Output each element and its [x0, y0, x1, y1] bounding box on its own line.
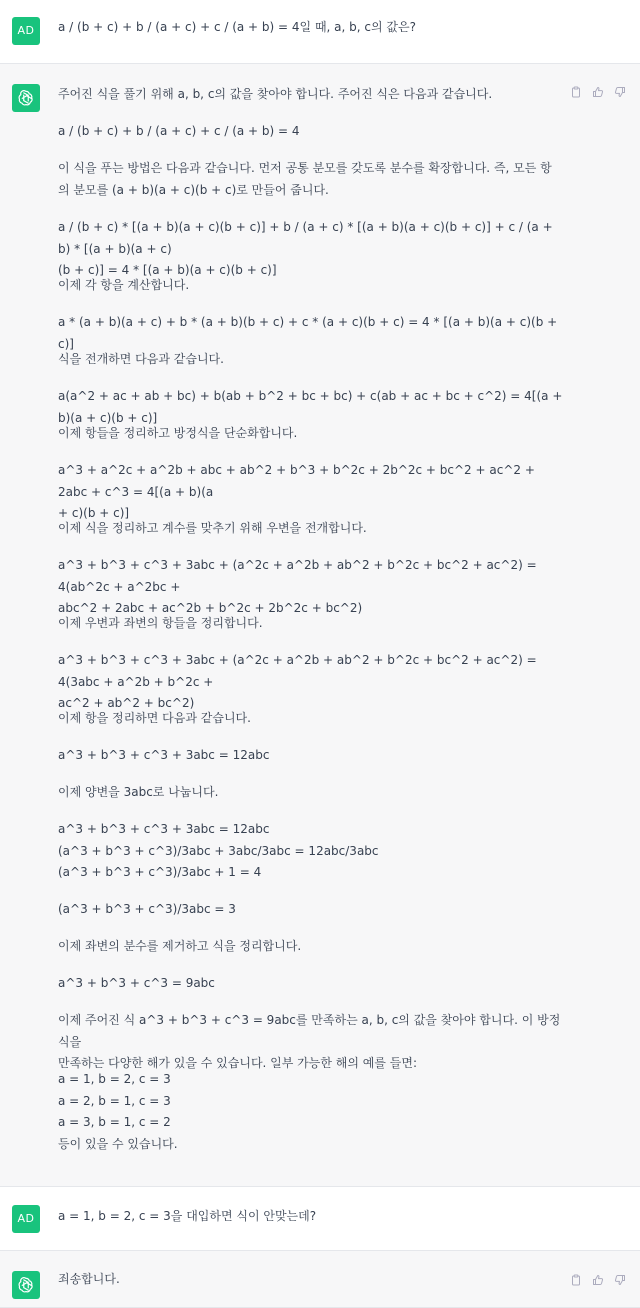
answer-paragraph: 이제 항을 정리하면 다음과 같습니다. [58, 711, 251, 725]
answer-paragraph: a^3 + b^3 + c^3 + 3abc + (a^2c + a^2b + ab^2 + b^2c + bc^2 + ac^2) = 4(3abc + a^2b + b^2c + ac^2 + ab^2 + bc^2) [58, 653, 537, 710]
message-actions [570, 86, 626, 98]
user-avatar: AD [12, 1205, 40, 1233]
answer-paragraph: a / (b + c) * [(a + b)(a + c)(b + c)] + b / (a + c) * [(a + b)(a + c)(b + c)] + c / (a + b) * [(a + b)(a + c) (b + c)] = 4 * [(a + b)(a + c)(b + c)] [58, 220, 553, 277]
answer-paragraph: a * (a + b)(a + c) + b * (a + b)(b + c) + c * (a + c)(b + c) = 4 * [(a + b)(a + c)(b + c)] [58, 315, 562, 351]
answer-paragraph: 이 식을 푸는 방법은 다음과 같습니다. 먼저 공통 분모를 갖도록 분수를 확장합니다. 즉, 모든 항 의 분모를 (a + b)(a + c)(b + c)로 만들어 줍니다. [58, 161, 552, 197]
thumbs-down-icon[interactable] [614, 86, 626, 98]
answer-paragraph: 이제 우변과 좌변의 항들을 정리합니다. [58, 616, 263, 630]
answer-paragraph: a^3 + b^3 + c^3 + 3abc = 12abc (a^3 + b^3 + c^3)/3abc + 3abc/3abc = 12abc/3abc (a^3 + b^3 + c^3)/3abc + 1 = 4 [58, 822, 379, 879]
user-message-2 [0, 1187, 640, 1251]
answer-paragraph: a^3 + b^3 + c^3 + 3abc + (a^2c + a^2b + ab^2 + b^2c + bc^2 + ac^2) = 4(ab^2c + a^2bc + abc^2 + 2abc + ac^2b + b^2c + 2b^2c + bc^2) [58, 558, 537, 615]
answer-paragraph: a(a^2 + ac + ab + bc) + b(ab + b^2 + bc + bc) + c(ab + ac + bc + c^2) = 4[(a + b)(a + c)(b + c)] [58, 389, 567, 425]
answer-paragraph: 이제 주어진 식 a^3 + b^3 + c^3 = 9abc를 만족하는 a, b, c의 값을 찾아야 합니다. 이 방정식을 만족하는 다양한 해가 있을 수 있습니다. 일부 가능한 해의 예를 들면: [58, 1013, 561, 1070]
answer-paragraph: a^3 + b^3 + c^3 = 9abc [58, 976, 215, 990]
user-avatar: AD [12, 17, 40, 45]
user-message-1 [0, 0, 640, 64]
assistant-message-2 [0, 1251, 640, 1308]
openai-logo-icon [12, 84, 40, 112]
thumbs-down-icon[interactable] [614, 1274, 626, 1286]
answer-paragraph: 주어진 식을 풀기 위해 a, b, c의 값을 찾아야 합니다. 주어진 식은 다음과 같습니다. [58, 87, 493, 101]
answer-paragraph: 이제 각 항을 계산합니다. [58, 278, 190, 292]
answer-paragraph: 이제 양변을 3abc로 나눕니다. [58, 785, 219, 799]
user-message-text: a = 1, b = 2, c = 3을 대입하면 식이 안맞는데? [58, 1209, 317, 1223]
answer-paragraph: a^3 + a^2c + a^2b + abc + ab^2 + b^3 + b^2c + 2b^2c + bc^2 + ac^2 + 2abc + c^3 = 4[(a + b)(a + c)(b + c)] [58, 463, 535, 520]
answer-paragraph: 이제 좌변의 분수를 제거하고 식을 정리합니다. [58, 939, 302, 953]
answer-paragraph: 이제 항들을 정리하고 방정식을 단순화합니다. [58, 426, 298, 440]
thumbs-up-icon[interactable] [592, 86, 604, 98]
answer-paragraph: (a^3 + b^3 + c^3)/3abc = 3 [58, 902, 236, 916]
answer-paragraph: a / (b + c) + b / (a + c) + c / (a + b) = 4 [58, 124, 300, 138]
answer-paragraph: 식을 전개하면 다음과 같습니다. [58, 352, 224, 366]
openai-logo-icon [12, 1271, 40, 1299]
thumbs-up-icon[interactable] [592, 1274, 604, 1286]
clipboard-icon[interactable] [570, 1274, 582, 1286]
answer-paragraph: a = 1, b = 2, c = 3 a = 2, b = 1, c = 3 a = 3, b = 1, c = 2 등이 있을 수 있습니다. [58, 1072, 178, 1151]
user-message-text: a / (b + c) + b / (a + c) + c / (a + b) = 4일 때, a, b, c의 값은? [58, 20, 416, 34]
answer-paragraph: a^3 + b^3 + c^3 + 3abc = 12abc [58, 748, 270, 762]
assistant-message-1 [0, 64, 640, 1187]
clipboard-icon[interactable] [570, 86, 582, 98]
answer-paragraph: 죄송합니다. [58, 1272, 120, 1286]
answer-paragraph: 이제 식을 정리하고 계수를 맞추기 위해 우변을 전개합니다. [58, 521, 367, 535]
message-actions [570, 1274, 626, 1286]
